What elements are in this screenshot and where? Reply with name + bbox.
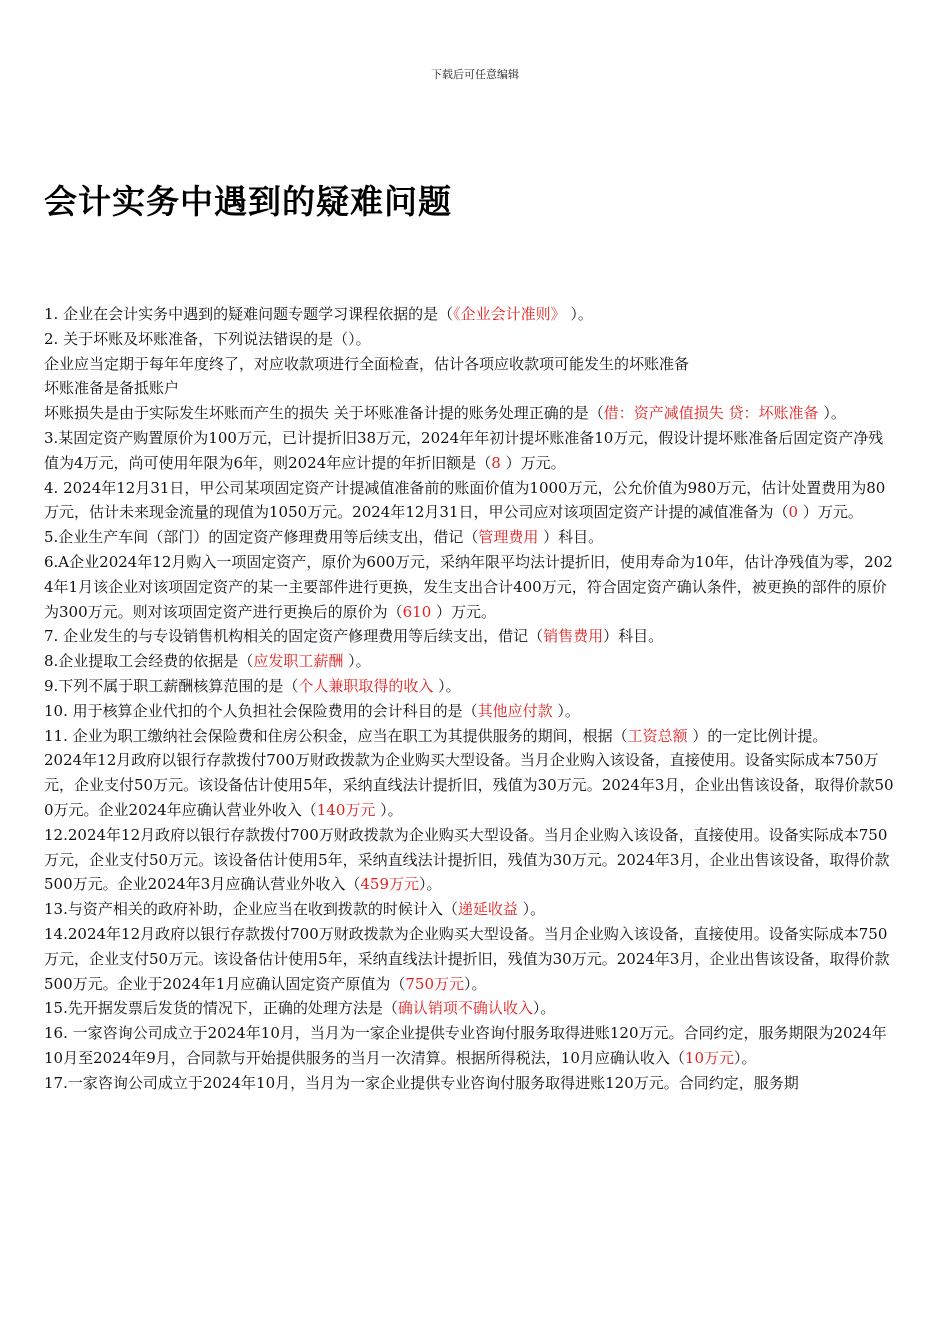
question-text: 1. 企业在会计实务中遇到的疑难问题专题学习课程依据的是（ [44, 305, 454, 323]
answer-text: 140万元 [316, 800, 376, 819]
question-text: 14.2024年12月政府以银行存款拨付700万财政拨款为企业购买大型设备。当月企业购入该设备，直接使用。设备实际成本750万元，企业支付50万元。该设备估计使用5年，采纳直线法计提折旧，残值为30万元。2024年3月，企业出售该设备，取得价款500万元。企业于2024年1月应确认固定资产原值为（ [44, 924, 890, 993]
answer-text: 10万元 [684, 1048, 734, 1067]
page-title: 会计实务中遇到的疑难问题 [44, 182, 452, 221]
list-item [44, 996, 894, 1021]
question-suffix: ）。 [532, 999, 556, 1018]
list-item [44, 476, 894, 526]
list-item [44, 302, 894, 327]
answer-text: 610 [402, 602, 432, 621]
answer-text: 管理费用 [478, 528, 539, 547]
question-suffix: ）。 [565, 305, 593, 323]
question-suffix: ）科目。 [603, 627, 664, 646]
question-suffix: ）。 [517, 900, 546, 919]
answer-text: 工资总额 [627, 726, 688, 745]
header-note: 下载后可任意编辑 [431, 68, 519, 81]
question-text: 4. 2024年12月31日，甲公司某项固定资产计提减值准备前的账面价值为1000万元，公允价值为980万元，估计处置费用为80万元，估计未来现金流量的现值为1050万元。2024年12月31日，甲公司应对该项固定资产计提的减值准备为（ [44, 478, 886, 522]
question-text: 11. 企业为职工缴纳社会保险费和住房公积金，应当在职工为其提供服务的期间，根据（ [44, 726, 628, 745]
list-item [44, 327, 894, 352]
answer-text: 459万元 [360, 875, 419, 894]
question-suffix: ）。 [343, 652, 371, 671]
question-text: 10. 用于核算企业代扣的个人负担社会保险费用的会计科目的是（ [44, 701, 478, 720]
answer-text: 销售费用 [543, 627, 604, 646]
list-item [44, 1021, 894, 1071]
question-text: 7. 企业发生的与专设销售机构相关的固定资产修理费用等后续支出，借记（ [44, 627, 544, 646]
question-suffix: ）万元。 [500, 453, 566, 472]
list-item [44, 352, 894, 377]
question-suffix: ）万元。 [798, 503, 863, 522]
question-suffix: ）。 [734, 1048, 757, 1067]
list-item [44, 748, 894, 822]
list-item [44, 699, 894, 724]
question-text: 12.2024年12月政府以银行存款拨付700万财政拨款为企业购买大型设备。当月企业购入该设备，直接使用。设备实际成本750万元，企业支付50万元。该设备估计使用5年，采纳直线法计提折旧，残值为30万元。2024年3月，企业出售该设备，取得价款500万元。企业2024年3月应确认营业外收入（ [44, 825, 890, 894]
question-text: 8.企业提取工会经费的依据是（ [44, 652, 254, 671]
question-text: 5.企业生产车间（部门）的固定资产修理费用等后续支出，借记（ [44, 528, 479, 547]
question-text: 15.先开据发票后发货的情况下，正确的处理方法是（ [44, 999, 398, 1018]
question-text: 9.下列不属于职工薪酬核算范围的是（ [44, 676, 299, 695]
question-suffix: ）。 [464, 974, 487, 993]
list-item [44, 525, 894, 550]
list-item [44, 376, 894, 401]
question-text: 2024年12月政府以银行存款拨付700万财政拨款为企业购买大型设备。当月企业购入该设备，直接使用。设备实际成本750万元，企业支付50万元。该设备估计使用5年，采纳直线法计提折旧，残值为30万元。2024年3月，企业出售该设备，取得价款500万元。企业2024年应确认营业外收入（ [44, 751, 894, 819]
list-item [44, 724, 894, 749]
answer-text: 确认销项不确认收入 [397, 999, 533, 1018]
answer-text: 借：资产减值损失 贷：坏账准备 [603, 404, 819, 423]
question-text: 坏账准备是备抵账户 [44, 379, 180, 398]
question-text: 3.某固定资产购置原价为100万元，已计提折旧38万元，2024年年初计提坏账准备10万元，假设计提坏账准备后固定资产净残值为4万元，尚可使用年限为6年，则2024年应计提的年折旧额是（ [44, 428, 884, 472]
list-item [44, 674, 894, 699]
question-text: 企业应当定期于每年年度终了，对应收款项进行全面检查，估计各项应收款项可能发生的坏账准备 [44, 354, 690, 373]
answer-text: 《企业会计准则》 [453, 305, 566, 323]
list-item [44, 823, 894, 897]
question-suffix: ）。 [419, 875, 442, 894]
question-suffix: ）万元。 [431, 602, 497, 621]
question-suffix: ）。 [552, 701, 580, 720]
answer-text: 其他应付款 [477, 701, 553, 720]
answer-text: 8 [491, 453, 501, 472]
question-suffix: ）。 [818, 404, 846, 423]
answer-text: 0 [788, 503, 799, 522]
answer-text: 应发职工薪酬 [253, 652, 344, 671]
list-item [44, 1071, 894, 1096]
question-list [44, 302, 894, 1096]
answer-text: 750万元 [405, 974, 464, 993]
question-text: 17.一家咨询公司成立于2024年10月，当月为一家企业提供专业咨询付服务取得进账120万元。合同约定，服务期 [44, 1073, 799, 1092]
list-item [44, 922, 894, 996]
list-item [44, 426, 894, 476]
list-item [44, 624, 894, 649]
question-text: 6.A企业2024年12月购入一项固定资产，原价为600万元，采纳年限平均法计提折旧，使用寿命为10年，估计净残值为零，2024年1月该企业对该项固定资产的某一主要部件进行更换，发生支出合计400万元，符合固定资产确认条件，被更换的部件的原价为300万元。则对该项固定资产进行更换后的原价为（ [44, 552, 893, 621]
question-text: 13.与资产相关的政府补助，企业应当在收到拨款的时候计入（ [44, 900, 458, 919]
list-item [44, 401, 894, 426]
question-suffix: ）。 [375, 800, 403, 819]
answer-text: 个人兼职取得的收入 [298, 676, 434, 695]
list-item [44, 550, 894, 624]
list-item [44, 897, 894, 922]
answer-text: 递延收益 [457, 900, 518, 919]
question-suffix: ）科目。 [538, 528, 604, 547]
question-text: 2. 关于坏账及坏账准备，下列说法错误的是（）。 [44, 329, 371, 348]
list-item [44, 649, 894, 674]
question-suffix: ）的一定比例计提。 [687, 726, 828, 745]
question-suffix: ）。 [433, 676, 461, 695]
question-text: 坏账损失是由于实际发生坏账而产生的损失 关于坏账准备计提的账务处理正确的是（ [44, 404, 604, 423]
question-text: 16. 一家咨询公司成立于2024年10月，当月为一家企业提供专业咨询付服务取得进账120万元。合同约定，服务期限为2024年10月至2024年9月，合同款与开始提供服务的当月一次清算。根据所得税法，10月应确认收入（ [44, 1024, 887, 1067]
